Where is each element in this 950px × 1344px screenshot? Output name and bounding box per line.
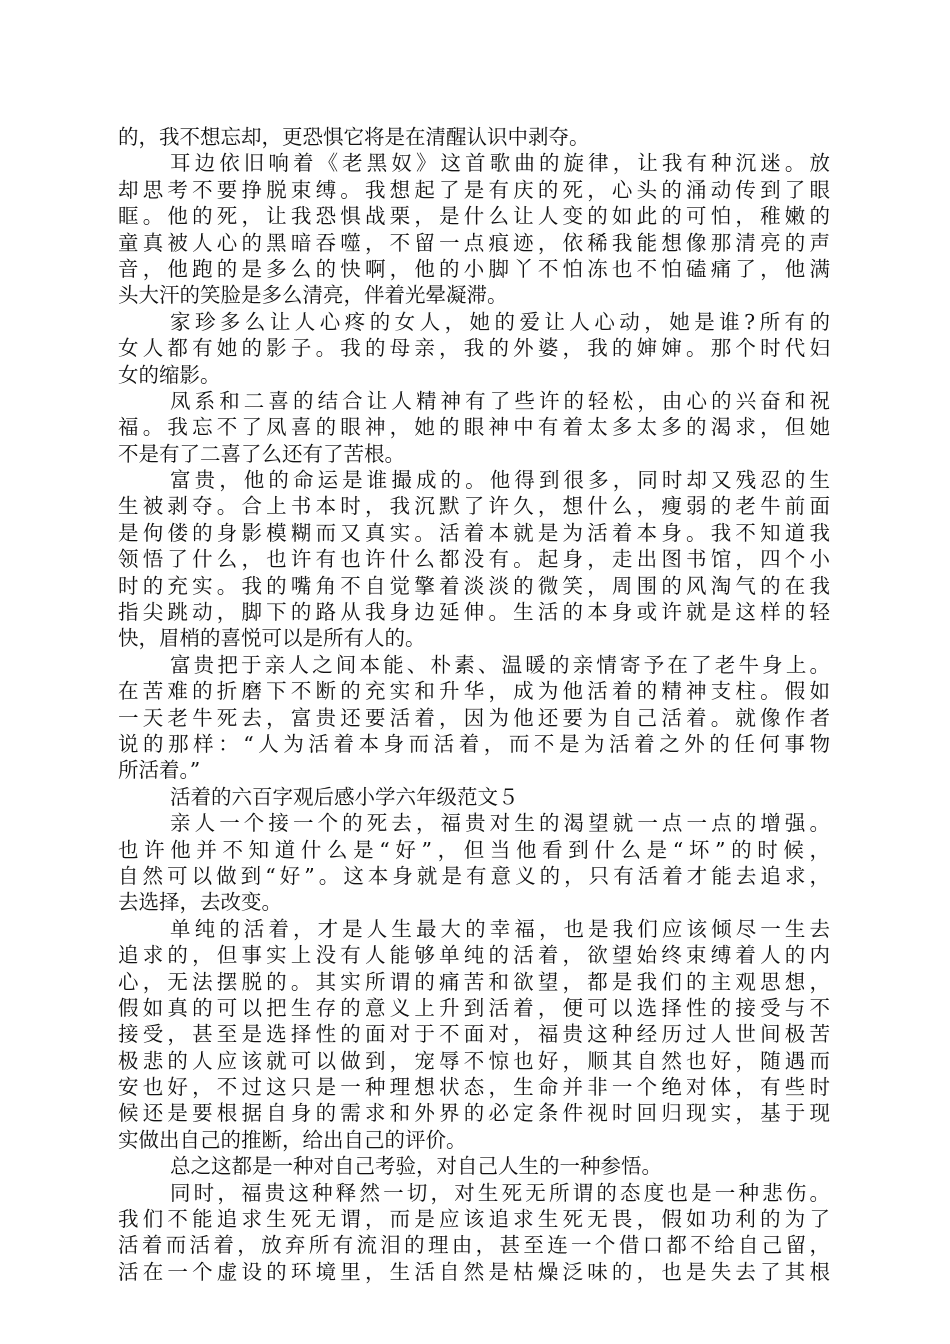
text-line: 时的充实。我的嘴角不自觉擎着淡淡的微笑，周围的风淘气的在我	[118, 573, 830, 598]
text-line: 心，无法摆脱的。其实所谓的痛苦和欲望，都是我们的主观思想，	[118, 969, 830, 994]
text-line: 童真被人心的黑暗吞噬，不留一点痕迹，依稀我能想像那清亮的声	[118, 230, 830, 255]
text-line: 活着而活着，放弃所有流泪的理由，甚至连一个借口都不给自己留，	[118, 1233, 830, 1258]
text-line: 去选择，去改变。	[118, 890, 282, 915]
paragraph-first-line: 同时，福贵这种释然一切，对生死无所谓的态度也是一种悲伤。	[170, 1180, 830, 1205]
paragraph-first-line: 亲人一个接一个的死去，福贵对生的渴望就一点一点的增强。	[170, 811, 830, 836]
document-body	[118, 124, 830, 1285]
text-line: 女人都有她的影子。我的母亲，我的外婆，我的婶婶。那个时代妇	[118, 336, 830, 361]
paragraph-first-line: 凤系和二喜的结合让人精神有了些许的轻松，由心的兴奋和祝	[170, 388, 830, 413]
paragraph-first-line: 活着的六百字观后感小学六年级范文５	[170, 784, 519, 809]
text-line: 活在一个虚设的环境里，生活自然是枯燥泛味的，也是失去了其根	[118, 1259, 830, 1284]
text-line: 安也好，不过这只是一种理想状态，生命并非一个绝对体，有些时	[118, 1075, 830, 1100]
paragraph-first-line: 单纯的活着，才是人生最大的幸福，也是我们应该倾尽一生去	[170, 916, 830, 941]
paragraph-first-line: 富贵，他的命运是谁撮成的。他得到很多，同时却又残忍的生	[170, 468, 830, 493]
text-line: 领悟了什么，也许有也许什么都没有。起身，走出图书馆，四个小	[118, 547, 830, 572]
paragraph-first-line: 总之这都是一种对自己考验，对自己人生的一种参悟。	[170, 1154, 662, 1179]
text-line: 音，他跑的是多么的快啊，他的小脚丫不怕冻也不怕磕痛了，他满	[118, 256, 830, 281]
text-line: 也许他并不知道什么是“好”，但当他看到什么是“坏”的时候，	[118, 837, 830, 862]
text-line: 一天老牛死去，富贵还要活着，因为他还要为自己活着。就像作者	[118, 705, 830, 730]
text-line: 快，眉梢的喜悦可以是所有人的。	[118, 626, 426, 651]
text-line: 候还是要根据自身的需求和外界的必定条件视时回归现实，基于现	[118, 1101, 830, 1126]
text-line: 指尖跳动，脚下的路从我身边延伸。生活的本身或许就是这样的轻	[118, 600, 830, 625]
text-line: 我们不能追求生死无谓，而是应该追求生死无畏，假如功利的为了	[118, 1207, 830, 1232]
paragraph-first-line: 富贵把于亲人之间本能、朴素、温暖的亲情寄予在了老牛身上。	[170, 652, 830, 677]
text-line: 福。我忘不了凤喜的眼神，她的眼神中有着太多太多的渴求，但她	[118, 415, 830, 440]
text-line: 极悲的人应该就可以做到，宠辱不惊也好，顺其自然也好，随遇而	[118, 1048, 830, 1073]
text-line: 所活着。”	[118, 758, 201, 783]
text-line: 说的那样：“人为活着本身而活着，而不是为活着之外的任何事物	[118, 731, 830, 756]
text-line: 不是有了二喜了么还有了苦根。	[118, 441, 405, 466]
text-line: 实做出自己的推断，给出自己的评价。	[118, 1127, 467, 1152]
text-line: 在苦难的折磨下不断的充实和升华，成为他活着的精神支柱。假如	[118, 679, 830, 704]
text-line: 生被剥夺。合上书本时，我沉默了许久，想什么，瘦弱的老牛前面	[118, 494, 830, 519]
text-line: 是佝偻的身影模糊而又真实。活着本就是为活着本身。我不知道我	[118, 520, 830, 545]
text-line: 接受，甚至是选择性的面对于不面对，福贵这种经历过人世间极苦	[118, 1022, 830, 1047]
text-line: 假如真的可以把生存的意义上升到活着，便可以选择性的接受与不	[118, 995, 830, 1020]
text-line: 的，我不想忘却，更恐惧它将是在清醒认识中剥夺。	[118, 125, 590, 149]
paragraph-first-line: 家珍多么让人心疼的女人，她的爱让人心动，她是谁?所有的	[170, 309, 830, 334]
text-line: 追求的，但事实上没有人能够单纯的活着，欲望始终束缚着人的内	[118, 943, 830, 968]
text-line: 头大汗的笑脸是多么清亮，伴着光晕凝滞。	[118, 283, 508, 308]
paragraph-first-line: 耳边依旧响着《老黑奴》这首歌曲的旋律，让我有种沉迷。放	[170, 151, 830, 176]
text-line: 女的缩影。	[118, 362, 221, 387]
text-line: 自然可以做到“好”。这本身就是有意义的，只有活着才能去追求，	[118, 863, 830, 888]
text-line: 眶。他的死，让我恐惧战栗，是什么让人变的如此的可怕，稚嫩的	[118, 204, 830, 229]
text-line: 却思考不要挣脱束缚。我想起了是有庆的死，心头的涌动传到了眼	[118, 177, 830, 202]
